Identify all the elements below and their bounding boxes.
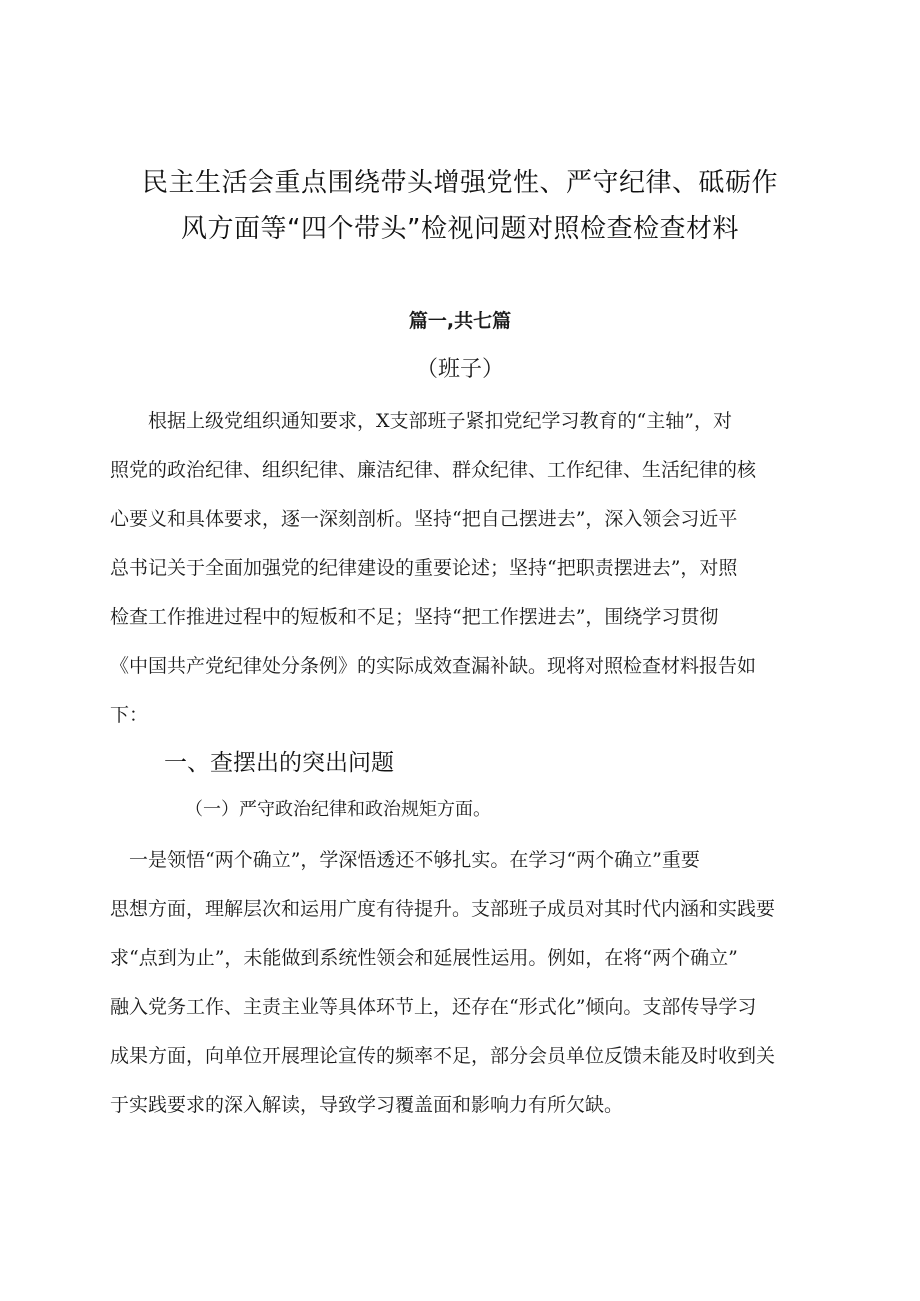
paragraph-line: 思想方面，理解层次和运用广度有待提升。支部班子成员对其时代内涵和实践要 bbox=[110, 898, 776, 920]
paragraph-line: 总书记关于全面加强党的纪律建设的重要论述；坚持“把职责摆进去”，对照 bbox=[110, 557, 738, 579]
paragraph-line: 一是领悟“两个确立”，学深悟透还不够扎实。在学习“两个确立”重要 bbox=[110, 849, 700, 871]
subsection-heading: （一）严守政治纪律和政治规矩方面。 bbox=[185, 799, 491, 820]
document-title bbox=[100, 160, 820, 252]
paragraph-line: 成果方面，向单位开展理论宣传的频率不足，部分会员单位反馈未能及时收到关 bbox=[110, 1045, 776, 1067]
section-heading: 一、查摆出的突出问题 bbox=[164, 750, 394, 776]
paragraph-line: 心要义和具体要求，逐一深刻剖析。坚持“把自己摆进去”，深入领会习近平 bbox=[110, 508, 738, 530]
title-line: 民主生活会重点围绕带头增强党性、严守纪律、砥砺作 bbox=[141, 168, 778, 198]
group-label: （班子） bbox=[415, 357, 504, 382]
paragraph-line: 检查工作推进过程中的短板和不足；坚持“把工作摆进去”，围绕学习贯彻 bbox=[110, 606, 719, 628]
paragraph-line: 根据上级党组织通知要求，X支部班子紧扣党纪学习教育的“主轴”，对 bbox=[110, 410, 732, 432]
detail-paragraph bbox=[110, 836, 810, 1130]
document-subtitle: 篇一,共七篇 bbox=[408, 310, 512, 332]
paragraph-line: 照党的政治纪律、组织纪律、廉洁纪律、群众纪律、工作纪律、生活纪律的核 bbox=[110, 459, 757, 481]
title-line: 风方面等“四个带头”检视问题对照检查检查材料 bbox=[181, 214, 739, 244]
paragraph-line: 于实践要求的深入解读，导致学习覆盖面和影响力有所欠缺。 bbox=[110, 1094, 624, 1116]
paragraph-line: 《中国共产党纪律处分条例》的实际成效查漏补缺。现将对照检查材料报告如 bbox=[110, 655, 757, 677]
paragraph-line: 融入党务工作、主责主业等具体环节上，还存在“形式化”倾向。支部传导学习 bbox=[110, 996, 757, 1018]
paragraph-line: 求“点到为止”，未能做到系统性领会和延展性运用。例如，在将“两个确立” bbox=[110, 947, 738, 969]
paragraph-line: 下： bbox=[110, 704, 149, 726]
intro-paragraph bbox=[110, 397, 810, 740]
